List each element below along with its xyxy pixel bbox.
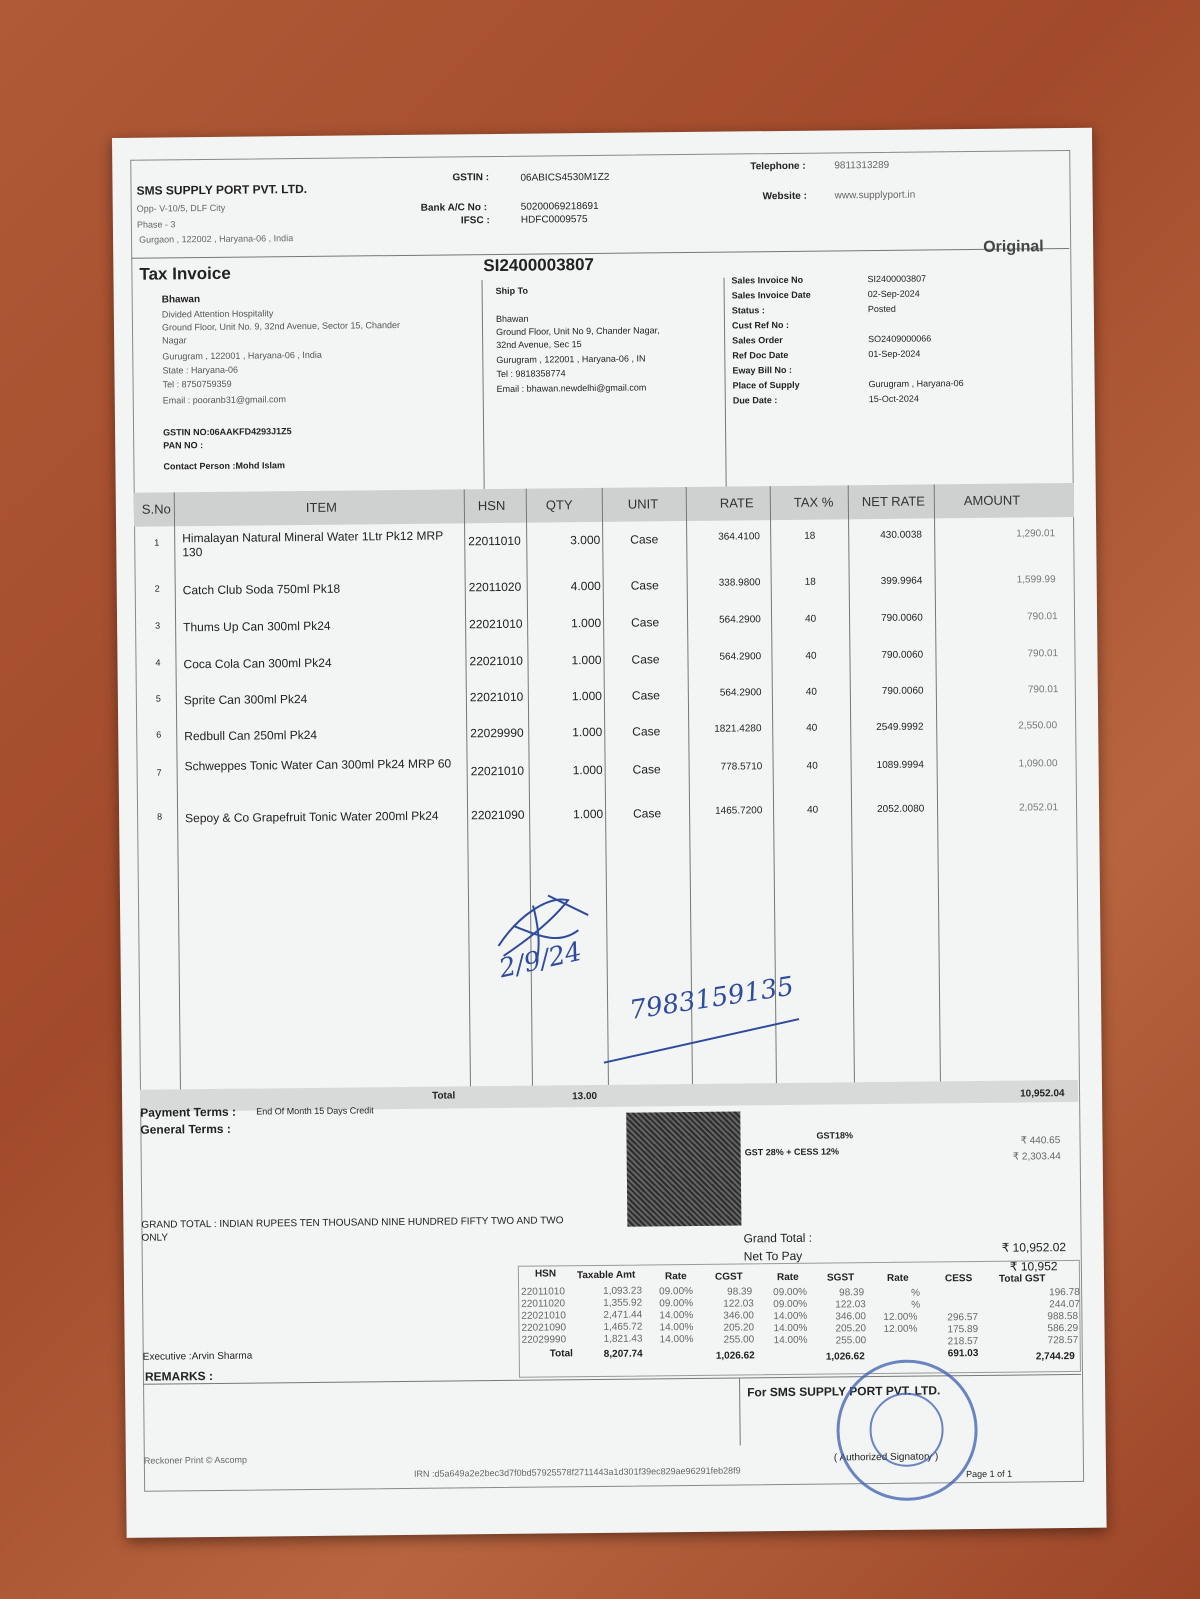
- row-hsn: 22021090: [471, 807, 525, 823]
- row-tax: 18: [804, 530, 816, 542]
- row-hsn: 22021010: [469, 689, 524, 705]
- detail-label: Status :: [731, 305, 765, 316]
- row-sno: 5: [155, 693, 161, 704]
- detail-label: Sales Invoice No: [731, 274, 804, 286]
- hsn-cell: %: [911, 1287, 921, 1299]
- ship-to-label: Ship To: [495, 285, 529, 296]
- hsn-cell: 196.78: [1049, 1286, 1080, 1299]
- hsn-cell: 1,465.72: [603, 1321, 643, 1333]
- row-qty: 4.000: [570, 578, 601, 594]
- row-qty: 1.000: [572, 724, 603, 740]
- row-amount: 1,290.01: [1016, 528, 1056, 540]
- row-item: Thums Up Can 300ml Pk24: [183, 618, 331, 635]
- hsn-cell: 14.00%: [659, 1309, 694, 1322]
- invoice-number: SI2400003807: [483, 254, 595, 276]
- irn-number: IRN :d5a649a2e2bec3d7f0bd57925578f2711443a1d301f39ec829ae96291feb28f9: [413, 1465, 741, 1479]
- total-qty: 13.00: [572, 1090, 598, 1103]
- hsn-total-cess: 691.03: [947, 1347, 979, 1360]
- telephone-label: Telephone :: [750, 160, 806, 173]
- hsn-cell: 244.07: [1049, 1298, 1080, 1311]
- row-hsn: 22029990: [470, 725, 524, 741]
- row-sno: 8: [157, 811, 163, 822]
- grand-total-words: GRAND TOTAL : INDIAN RUPEES TEN THOUSAND NINE HUNDRED FIFTY TWO AND TWO: [141, 1215, 564, 1231]
- detail-label: Sales Invoice Date: [731, 289, 811, 301]
- row-hsn: 22011020: [468, 579, 522, 595]
- row-rate: 1465.7200: [715, 805, 763, 817]
- hsn-col-header: CGST: [714, 1271, 743, 1283]
- company-seal-stamp: [833, 1359, 978, 1501]
- page-number: Page 1 of 1: [965, 1468, 1013, 1480]
- row-rate: 564.2900: [719, 687, 762, 699]
- row-rate: 564.2900: [719, 614, 761, 626]
- row-tax: 40: [805, 613, 817, 625]
- detail-value: 02-Sep-2024: [867, 288, 920, 300]
- detail-label: Sales Order: [732, 334, 783, 346]
- hsn-summary-table: [518, 1260, 1081, 1378]
- col-header-net-rate: NET RATE: [861, 493, 926, 510]
- detail-label: Ref Doc Date: [732, 349, 789, 361]
- hsn-cell: 22029990: [521, 1334, 567, 1346]
- hsn-cell: 14.00%: [773, 1322, 808, 1335]
- row-amount: 2,052.01: [1019, 802, 1059, 814]
- row-sno: 6: [156, 729, 162, 740]
- row-sno: 7: [156, 767, 162, 778]
- company-address-2: Phase - 3: [136, 219, 176, 230]
- bill-to-line: State : Haryana-06: [162, 364, 239, 376]
- row-tax: 40: [807, 804, 819, 816]
- bank-value: 50200069218691: [520, 200, 599, 213]
- remarks-label: REMARKS :: [144, 1369, 214, 1384]
- hsn-cell: 346.00: [723, 1310, 755, 1322]
- hsn-total-cgst: 1,026.62: [715, 1350, 755, 1362]
- detail-value: Gurugram , Haryana-06: [868, 378, 964, 390]
- row-amount: 1,090.00: [1018, 758, 1058, 770]
- row-amount: 790.01: [1027, 611, 1058, 623]
- gstin-label: GSTIN :: [452, 172, 490, 184]
- company-address-3: Gurgaon , 122002 , Haryana-06 , India: [139, 233, 294, 245]
- hsn-col-header: Rate: [886, 1272, 909, 1284]
- col-header-item: ITEM: [305, 499, 338, 515]
- hsn-col-header: SGST: [826, 1272, 855, 1284]
- payment-terms-label: Payment Terms :: [140, 1104, 237, 1120]
- ship-to-line: Ground Floor, Unit No 9, Chander Nagar,: [496, 325, 660, 337]
- authorized-signatory: ( Authorized Signatory ): [833, 1451, 939, 1464]
- hsn-cell: 22021090: [521, 1322, 567, 1334]
- col-header-unit: UNIT: [627, 496, 659, 512]
- row-unit: Case: [632, 724, 661, 739]
- total-amount: 10,952.04: [1020, 1088, 1065, 1100]
- bill-to-line: Tel : 8750759359: [162, 378, 232, 390]
- row-net-rate: 2052.0080: [877, 803, 925, 816]
- tax-summary-label: GST18%: [816, 1130, 854, 1141]
- hsn-col-header: Rate: [776, 1271, 799, 1284]
- hsn-cell: 98.39: [839, 1287, 865, 1299]
- row-rate: 1821.4280: [714, 723, 762, 735]
- hsn-cell: 09.00%: [659, 1285, 694, 1298]
- row-tax: 40: [806, 760, 818, 772]
- detail-value: SI2400003807: [867, 273, 927, 285]
- hsn-cell: 12.00%: [883, 1323, 918, 1335]
- detail-value: SO2409000066: [868, 333, 932, 345]
- company-seal-emblem: [869, 1392, 944, 1467]
- row-item: Sepoy & Co Grapefruit Tonic Water 200ml Pk24: [185, 808, 439, 826]
- ifsc-value: HDFC0009575: [520, 214, 588, 226]
- row-net-rate: 790.0060: [881, 612, 923, 624]
- hsn-cell: 122.03: [723, 1298, 754, 1310]
- hsn-total-label: Total: [549, 1348, 573, 1360]
- hsn-col-header: HSN: [534, 1268, 557, 1280]
- col-header-amount: AMOUNT: [963, 492, 1021, 509]
- row-net-rate: 399.9964: [880, 575, 923, 587]
- detail-label: Place of Supply: [732, 379, 800, 391]
- bill-to-contact: Contact Person :Mohd Islam: [163, 460, 286, 472]
- net-to-pay-value: ₹ 10,952: [1009, 1259, 1058, 1274]
- hsn-cell: 346.00: [835, 1311, 867, 1323]
- bill-to-line: Ground Floor, Unit No. 9, 32nd Avenue, Sector 15, Chander: [161, 319, 401, 333]
- hsn-col-header: Taxable Amt: [576, 1269, 636, 1282]
- hsn-cell: 728.57: [1047, 1334, 1079, 1347]
- bill-to-pan: PAN NO :: [163, 440, 204, 451]
- website-label: Website :: [762, 190, 807, 203]
- hsn-cell: 09.00%: [773, 1298, 808, 1311]
- hsn-cell: 14.00%: [773, 1334, 808, 1347]
- website-value: www.supplyport.in: [834, 189, 916, 202]
- executive-name: Executive :Arvin Sharma: [142, 1350, 253, 1363]
- row-item: Coca Cola Can 300ml Pk24: [183, 655, 332, 672]
- row-hsn: 22021010: [469, 653, 523, 669]
- hsn-cell: 14.00%: [659, 1333, 694, 1346]
- row-qty: 3.000: [570, 532, 601, 548]
- row-unit: Case: [631, 652, 660, 667]
- row-tax: 40: [806, 722, 818, 734]
- bill-to-name: Bhawan: [161, 294, 201, 306]
- row-tax: 18: [804, 576, 816, 588]
- row-net-rate: 2549.9992: [876, 721, 924, 734]
- row-unit: Case: [632, 762, 661, 777]
- general-terms-label: General Terms :: [140, 1121, 231, 1137]
- hsn-cell: 205.20: [835, 1323, 867, 1335]
- hsn-cell: 1,821.43: [603, 1333, 643, 1345]
- tax-summary-value: ₹ 2,303.44: [1012, 1151, 1061, 1163]
- grand-total-label: Grand Total :: [743, 1230, 813, 1246]
- col-header-tax: TAX %: [793, 494, 834, 510]
- hsn-total-taxable: 8,207.74: [603, 1348, 643, 1360]
- hsn-cell: 988.58: [1047, 1310, 1079, 1323]
- ship-to-line: Gurugram , 122001 , Haryana-06 , IN: [496, 353, 646, 365]
- bill-to-line: Divided Attention Hospitality: [161, 308, 274, 320]
- row-amount: 790.01: [1027, 684, 1059, 696]
- invoice-sheet: [130, 150, 1084, 1490]
- hsn-cell: 1,093.23: [603, 1285, 643, 1297]
- printed-by: Reckoner Print © Ascomp: [143, 1454, 248, 1466]
- hsn-cell: 09.00%: [773, 1286, 808, 1299]
- hsn-cell: 22011010: [521, 1286, 565, 1298]
- col-header-sno: S.No: [141, 501, 171, 517]
- handwritten-date: 2/9/24: [496, 936, 585, 985]
- bill-to-line: Gurugram , 122001 , Haryana-06 , India: [162, 349, 322, 362]
- ship-to-line: 32nd Avenue, Sec 15: [496, 339, 582, 350]
- row-rate: 564.2900: [719, 651, 762, 663]
- ship-to-line: Tel : 9818358774: [496, 368, 566, 379]
- detail-label: Cust Ref No :: [731, 319, 790, 331]
- hsn-cell: 12.00%: [883, 1311, 918, 1323]
- grand-total-words-2: ONLY: [141, 1232, 169, 1244]
- ship-to-line: Email : bhawan.newdelhi@gmail.com: [496, 382, 647, 394]
- ship-to-line: Bhawan: [495, 313, 529, 324]
- row-rate: 338.9800: [718, 577, 761, 589]
- col-header-hsn: HSN: [477, 497, 506, 514]
- hsn-cell: 586.29: [1047, 1322, 1079, 1335]
- company-name: SMS SUPPLY PORT PVT. LTD.: [136, 181, 308, 198]
- hsn-cell: 14.00%: [659, 1321, 694, 1334]
- hsn-cell: 98.39: [727, 1286, 753, 1298]
- hsn-cell: 22021010: [521, 1310, 566, 1322]
- row-tax: 40: [805, 686, 818, 698]
- bill-to-line: Nagar: [162, 335, 187, 346]
- detail-value: 15-Oct-2024: [868, 393, 919, 405]
- telephone-value: 9811313289: [834, 159, 890, 172]
- row-unit: Case: [631, 615, 660, 630]
- row-net-rate: 790.0060: [881, 649, 924, 661]
- row-rate: 778.5710: [720, 761, 763, 773]
- hsn-col-header: Total GST: [998, 1273, 1046, 1285]
- row-net-rate: 790.0060: [881, 685, 924, 697]
- row-hsn: 22021010: [470, 763, 525, 779]
- row-amount: 1,599.99: [1016, 574, 1056, 586]
- row-item: Catch Club Soda 750ml Pk18: [182, 581, 341, 598]
- hsn-cell: 296.57: [947, 1311, 979, 1324]
- hsn-total-gst: 2,744.29: [1035, 1350, 1075, 1363]
- row-tax: 40: [805, 650, 817, 662]
- hsn-col-header: CESS: [944, 1273, 973, 1285]
- for-company: For SMS SUPPLY PORT PVT. LTD.: [747, 1383, 941, 1400]
- detail-label: Due Date :: [732, 395, 778, 406]
- bill-to-line: Email : pooranb31@gmail.com: [162, 394, 287, 406]
- invoice-title: Tax Invoice: [139, 263, 231, 284]
- row-unit: Case: [630, 578, 659, 593]
- total-label: Total: [431, 1090, 456, 1102]
- col-header-qty: QTY: [545, 497, 573, 513]
- row-unit: Case: [631, 688, 660, 703]
- net-to-pay-label: Net To Pay: [743, 1248, 803, 1264]
- row-qty: 1.000: [572, 762, 603, 778]
- grand-total-value: ₹ 10,952.02: [1001, 1240, 1067, 1255]
- hsn-cell: 09.00%: [659, 1297, 694, 1310]
- company-address-1: Opp- V-10/5, DLF City: [136, 202, 226, 214]
- bank-label: Bank A/C No :: [420, 202, 488, 214]
- tax-summary-label: GST 28% + CESS 12%: [744, 1146, 840, 1158]
- hsn-cell: 2,471.44: [603, 1309, 643, 1321]
- row-sno: 4: [155, 657, 161, 668]
- detail-value: Posted: [867, 303, 896, 315]
- hsn-cell: %: [911, 1299, 921, 1311]
- hsn-cell: 14.00%: [773, 1310, 808, 1323]
- copy-label: Original: [983, 238, 1044, 256]
- row-item: Sprite Can 300ml Pk24: [183, 691, 308, 708]
- row-item: Schweppes Tonic Water Can 300ml Pk24 MRP 60: [184, 756, 452, 774]
- hsn-cell: 205.20: [723, 1322, 755, 1334]
- row-unit: Case: [633, 806, 662, 821]
- row-amount: 790.01: [1027, 648, 1059, 660]
- row-hsn: 22021010: [469, 616, 523, 632]
- row-qty: 1.000: [571, 615, 602, 631]
- row-item: Redbull Can 250ml Pk24: [184, 727, 318, 744]
- hsn-cell: 175.89: [947, 1323, 979, 1336]
- detail-value: 01-Sep-2024: [868, 348, 921, 360]
- hsn-total-sgst: 1,026.62: [825, 1351, 865, 1363]
- row-sno: 3: [155, 620, 161, 631]
- tax-summary-value: ₹ 440.65: [1020, 1135, 1061, 1147]
- row-rate: 364.4100: [718, 531, 760, 543]
- row-unit: Case: [630, 532, 659, 547]
- ifsc-label: IFSC :: [460, 215, 490, 227]
- hsn-cell: 1,355.92: [603, 1297, 643, 1309]
- row-qty: 1.000: [571, 688, 602, 704]
- bill-to-gstin: GSTIN NO:06AAKFD4293J1Z5: [163, 426, 292, 438]
- row-qty: 1.000: [573, 806, 604, 822]
- row-sno: 1: [154, 537, 160, 548]
- hsn-cell: 218.57: [947, 1335, 979, 1348]
- payment-terms-value: End Of Month 15 Days Credit: [256, 1105, 374, 1117]
- row-hsn: 22011010: [468, 533, 521, 549]
- row-sno: 2: [154, 583, 160, 594]
- invoice-paper: [112, 128, 1107, 1538]
- row-net-rate: 1089.9994: [876, 759, 924, 772]
- hsn-cell: 255.00: [723, 1334, 755, 1346]
- hsn-cell: 122.03: [835, 1299, 866, 1311]
- qr-code: [626, 1111, 741, 1226]
- hsn-col-header: Rate: [664, 1271, 687, 1283]
- row-item: Himalayan Natural Mineral Water 1Ltr Pk12 MRP 130: [182, 528, 444, 560]
- detail-label: Eway Bill No :: [732, 364, 793, 376]
- row-qty: 1.000: [571, 652, 602, 668]
- handwritten-phone: 7983159135: [627, 971, 796, 1026]
- hsn-cell: 22011020: [521, 1298, 566, 1310]
- row-net-rate: 430.0038: [880, 529, 922, 541]
- hsn-cell: 255.00: [835, 1335, 867, 1347]
- col-header-rate: RATE: [719, 495, 754, 511]
- gstin-value: 06ABICS4530M1Z2: [520, 171, 610, 184]
- row-amount: 2,550.00: [1018, 720, 1058, 732]
